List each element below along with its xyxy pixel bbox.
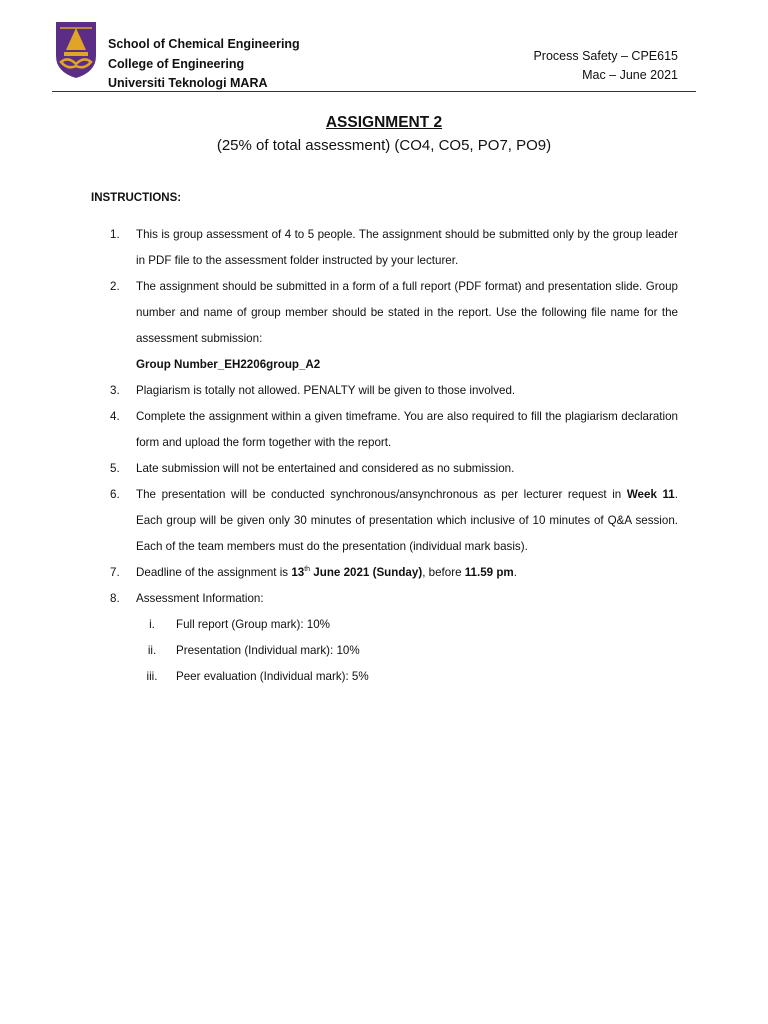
list-item [110,482,678,560]
list-item [110,222,678,274]
list-item [110,378,678,404]
sublist-item [136,612,678,638]
item-text: Deadline of the assignment is [136,566,292,579]
list-item [110,456,678,482]
college-name: College of Engineering [108,56,245,71]
item-text: . Each group will be given only 30 minutes of presentation which inclusive of 10 minutes of Q&A session. Each of the team members must do the presentation (individual mark basis). [136,488,678,553]
semester: Mac – June 2021 [582,68,678,82]
subitem-number: iii. [146,670,158,683]
item-number: 1. [110,228,120,241]
item-text: The assignment should be submitted in a form of a full report (PDF format) and presentation slide. Group number and name of group member should be stated in the report. Use the following file name for the assessment submission: [136,280,678,345]
item-text: . [513,566,517,579]
item-number: 6. [110,488,120,501]
assessment-sublist [136,612,678,690]
school-name: School of Chemical Engineering [108,37,300,51]
list-item [110,560,678,586]
deadline-suffix: th [304,566,311,574]
item-text: , before [422,566,465,579]
university-logo-icon [52,20,100,80]
sublist-item [136,664,678,690]
item-text: The presentation will be conducted synchronous/ansynchronous as per lecturer request in [136,488,627,501]
subitem-text: Full report (Group mark): 10% [176,618,330,631]
item-number: 8. [110,592,120,605]
item-number: 3. [110,384,120,397]
subitem-text: Peer evaluation (Individual mark): 5% [176,670,369,683]
subitem-text: Presentation (Individual mark): 10% [176,644,360,657]
deadline-date: June 2021 (Sunday) [310,566,423,579]
list-item [110,274,678,378]
item-text: Late submission will not be entertained and considered as no submission. [136,462,515,475]
item-text-bold: Week 11 [626,488,675,501]
header-divider [52,91,696,92]
page-subtitle: (25% of total assessment) (CO4, CO5, PO7, PO9) [216,137,552,154]
item-number: 4. [110,410,120,423]
item-text: Assessment Information: [136,592,264,605]
course-code: Process Safety – CPE615 [533,49,678,63]
subitem-number: i. [149,618,155,631]
course-block [533,47,678,85]
university-name: Universiti Teknologi MARA [108,76,268,90]
item-number: 5. [110,462,120,475]
list-item [110,586,678,690]
school-block [108,35,300,94]
submission-filename: Group Number_EH2206group_A2 [136,358,321,371]
instructions-list [110,222,678,690]
page-title: ASSIGNMENT 2 [325,114,443,131]
item-text: Complete the assignment within a given timeframe. You are also required to fill the plagiarism declaration form and upload the form together with the report. [136,410,678,449]
subitem-number: ii. [147,644,157,657]
deadline-day: 13 [291,566,305,579]
item-number: 7. [110,566,120,579]
instructions-heading: INSTRUCTIONS: [91,192,182,204]
item-text: This is group assessment of 4 to 5 people. The assignment should be submitted only by the group leader in PDF file to the assessment folder instructed by your lecturer. [136,228,678,267]
sublist-item [136,638,678,664]
deadline-time: 11.59 pm [464,566,514,579]
list-item [110,404,678,456]
item-number: 2. [110,280,120,293]
item-text: Plagiarism is totally not allowed. PENALTY will be given to those involved. [136,384,516,397]
